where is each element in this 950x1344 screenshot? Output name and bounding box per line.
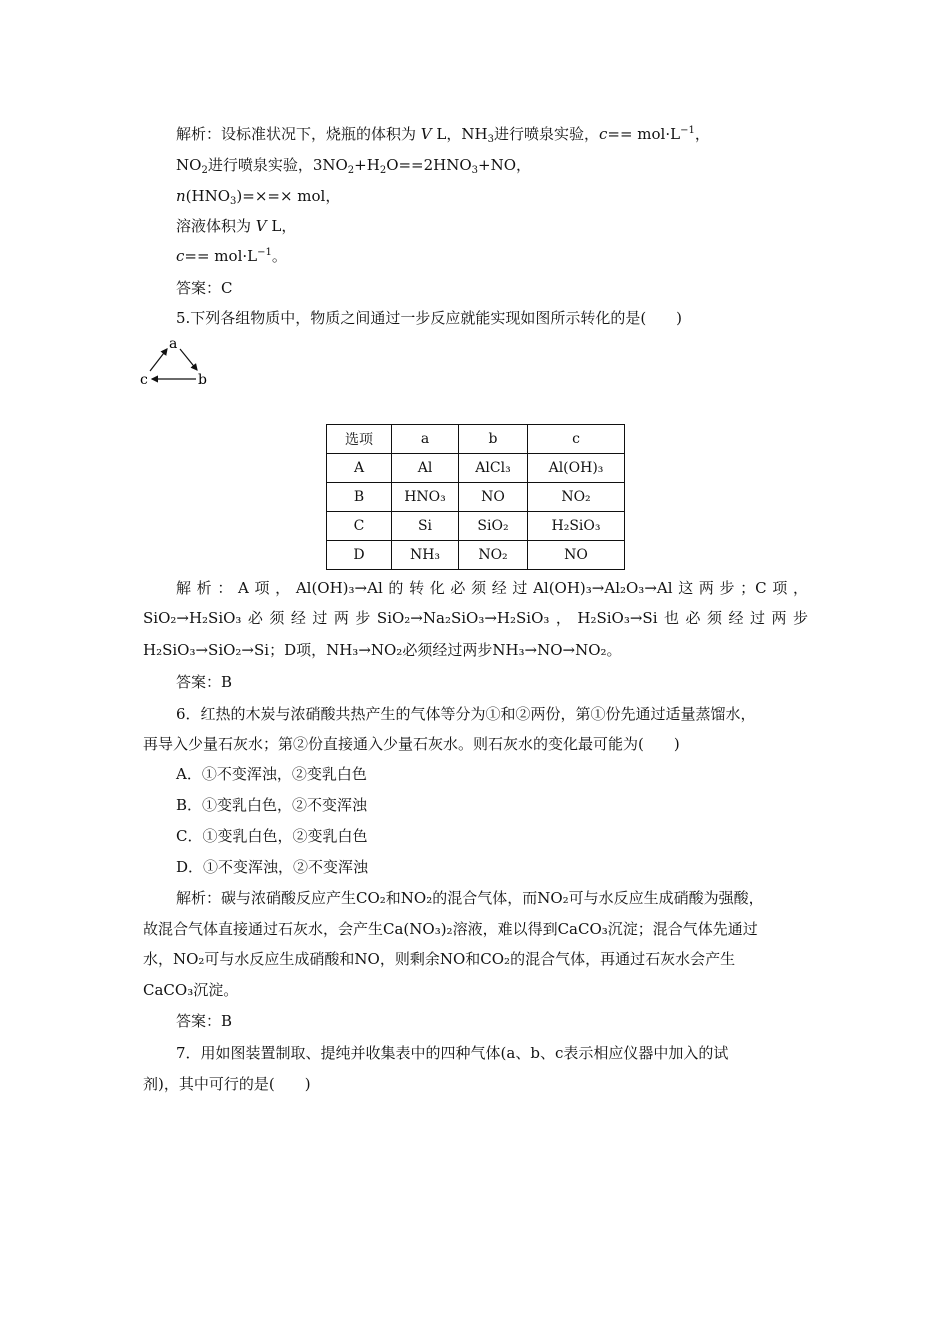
table-header-row	[327, 425, 625, 454]
table-cell: AlCl₃	[459, 454, 528, 483]
table-cell: H₂SiO₃	[528, 512, 625, 541]
table-row	[327, 512, 625, 541]
table-cell: NO₂	[459, 541, 528, 570]
table-cell: NO₂	[528, 483, 625, 512]
table-cell: NO	[528, 541, 625, 570]
q4-answer: 答案：C	[176, 279, 233, 297]
q6-option-c: C．①变乳白色，②变乳白色	[176, 827, 368, 845]
q5-jiexi-line3: H₂SiO₃→SiO₂→Si；D项，NH₃→NO₂必须经过两步NH₃→NO→NO₂。	[143, 641, 622, 659]
q5-jiexi-line2: SiO₂→H₂SiO₃必须经过两步SiO₂→Na₂SiO₃→H₂SiO₃，H₂SiO₃→Si也必须经过两步	[143, 609, 808, 627]
table-cell: D	[327, 541, 392, 570]
table-header: 选项	[327, 425, 392, 454]
q6-jiexi-line4: CaCO₃沉淀。	[143, 981, 239, 999]
table-cell: NH₃	[392, 541, 459, 570]
q6-answer: 答案：B	[176, 1012, 233, 1030]
q7-stem-line2: 剂)，其中可行的是( )	[143, 1075, 311, 1093]
q5-answer: 答案：B	[176, 673, 233, 691]
arrow-a-to-b	[180, 349, 197, 370]
table-header: a	[392, 425, 459, 454]
q5-stem: 5.下列各组物质中，物质之间通过一步反应就能实现如图所示转化的是( )	[176, 309, 683, 327]
q4-volume-line: 溶液体积为 V L，	[176, 217, 297, 235]
table-cell: HNO₃	[392, 483, 459, 512]
table-cell: B	[327, 483, 392, 512]
q4-jiexi-line1: 解析：设标准状况下，烧瓶的体积为 V L，$NH_3$进行喷泉实验，$c== mol\cdot L^{-1}$，	[176, 125, 710, 145]
diagram-node-b: b	[198, 372, 207, 388]
table-cell: SiO₂	[459, 512, 528, 541]
q6-stem-line1: 6．红热的木炭与浓硝酸共热产生的气体等分为①和②两份，第①份先通过适量蒸馏水，	[176, 705, 756, 723]
q6-option-d: D．①不变浑浊，②不变浑浊	[176, 858, 369, 876]
q4-n-hno3-line: $n(HNO_3)=\times=\times$ mol，	[176, 187, 341, 207]
q4-no2-equation-line: $NO_2$进行喷泉实验，$3NO_2+H_2O==2HNO_3+NO$，	[176, 156, 532, 176]
table-row	[327, 483, 625, 512]
q6-option-b: B．①变乳白色，②不变浑浊	[176, 796, 368, 814]
diagram-node-a: a	[169, 336, 178, 352]
q5-jiexi-line1: 解析：A项，Al(OH)₃→Al的转化必须经过Al(OH)₃→Al₂O₃→Al这两步；C项，	[176, 579, 808, 597]
table-row	[327, 454, 625, 483]
table-cell: A	[327, 454, 392, 483]
table-row	[327, 541, 625, 570]
table-cell: Al(OH)₃	[528, 454, 625, 483]
table-header: c	[528, 425, 625, 454]
table-cell: C	[327, 512, 392, 541]
q6-jiexi-line3: 水，NO₂可与水反应生成硝酸和NO，则剩余NO和CO₂的混合气体，再通过石灰水会产生	[143, 950, 736, 968]
arrow-c-to-a	[150, 349, 167, 371]
q6-jiexi-line2: 故混合气体直接通过石灰水，会产生Ca(NO₃)₂溶液，难以得到CaCO₃沉淀；混合气体先通过	[143, 920, 758, 938]
diagram-node-c: c	[140, 372, 148, 388]
q4-concentration-line: $c== mol\cdot L^{-1}$。	[176, 247, 287, 265]
q6-option-a: A．①不变浑浊，②变乳白色	[176, 765, 367, 783]
table-cell: NO	[459, 483, 528, 512]
q7-stem-line1: 7．用如图装置制取、提纯并收集表中的四种气体(a、b、c表示相应仪器中加入的试	[176, 1044, 729, 1062]
table-cell: Si	[392, 512, 459, 541]
q6-jiexi-line1: 解析：碳与浓硝酸反应产生CO₂和NO₂的混合气体，而NO₂可与水反应生成硝酸为强酸，	[176, 889, 764, 907]
q5-transform-diagram	[138, 336, 218, 392]
q5-options-table	[326, 424, 625, 570]
table-cell: Al	[392, 454, 459, 483]
table-header: b	[459, 425, 528, 454]
q6-stem-line2: 再导入少量石灰水；第②份直接通入少量石灰水。则石灰水的变化最可能为( )	[143, 735, 680, 753]
